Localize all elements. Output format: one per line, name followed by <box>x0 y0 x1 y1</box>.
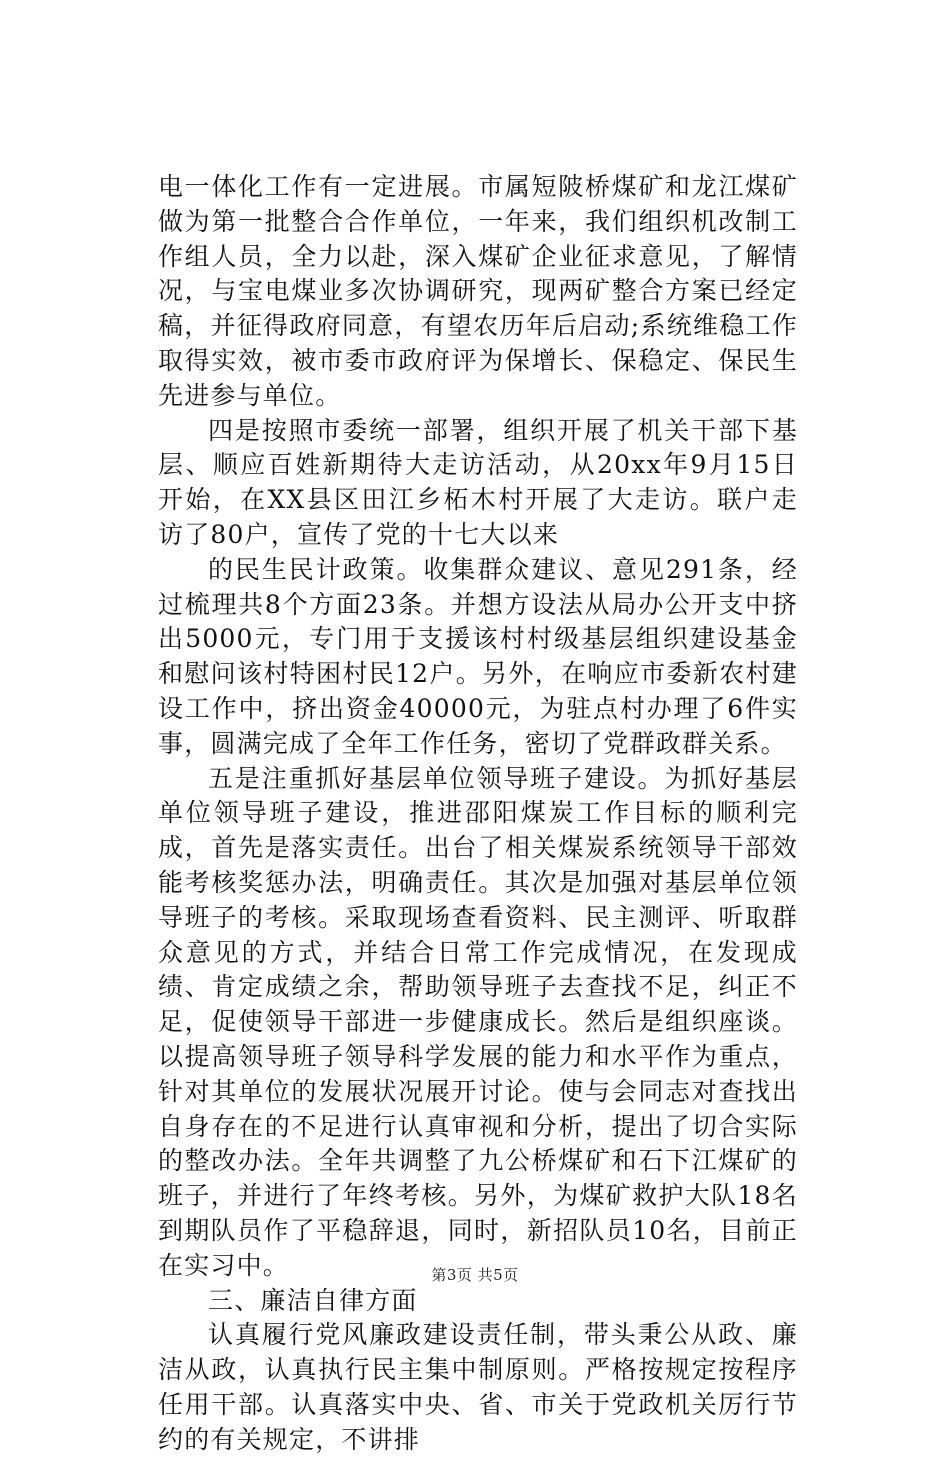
section-heading: 三、廉洁自律方面 <box>208 1285 418 1315</box>
paragraph-3: 的民生民计政策。收集群众建议、意见291条，经过梳理共8个方面23条。并想方设法从局办公开支中挤出5000元，专门用于支援该村村级基层组织建设基金和慰问该村特困村民12户。另外，在响应市委新农村建设工作中，挤出资金40000元，为驻点村办理了6件实事，圆满完成了全年工作任务，密切了党群政群关系。 <box>158 554 798 758</box>
page-footer: 第3页 共5页 <box>431 1266 519 1284</box>
paragraph-1: 电一体化工作有一定进展。市属短陂桥煤矿和龙江煤矿做为第一批整合合作单位，一年来，我们组织机改制工作组人员，全力以赴，深入煤矿企业征求意见，了解情况，与宝电煤业多次协调研究，现两矿整合方案已经定稿，并征得政府同意，有望农历年后启动;系统维稳工作取得实效，被市委市政府评为保增长、保稳定、保民生先进参与单位。 <box>158 172 798 410</box>
paragraph-4: 五是注重抓好基层单位领导班子建设。为抓好基层单位领导班子建设，推进邵阳煤炭工作目标的顺利完成，首先是落实责任。出台了相关煤炭系统领导干部效能考核奖惩办法，明确责任。其次是加强对基层单位领导班子的考核。采取现场查看资料、民主测评、听取群众意见的方式，并结合日常工作完成情况，在发现成绩、肯定成绩之余，帮助领导班子去查找不足，纠正不足，促使领导干部进一步健康成长。然后是组织座谈。以提高领导班子领导科学发展的能力和水平作为重点，针对其单位的发展状况展开讨论。使与会同志对查找出自身存在的不足进行认真审视和分析，提出了切合实际的整改办法。全年共调整了九公桥煤矿和石下江煤矿的班子，并进行了年终考核。另外，为煤矿救护大队18名到期队员作了平稳辞退，同时，新招队员10名，目前正在实习中。 <box>158 763 798 1280</box>
paragraph-5: 认真履行党风廉政建设责任制，带头秉公从政、廉洁从政，认真执行民主集中制原则。严格按规定按程序任用干部。认真落实中央、省、市关于党政机关厉行节约的有关规定，不讲排 <box>158 1320 798 1454</box>
paragraph-2: 四是按照市委统一部署，组织开展了机关干部下基层、顺应百姓新期待大走访活动，从20xx年9月15日开始，在XX县区田江乡柘木村开展了大走访。联户走访了80户，宣传了党的十七大以来 <box>158 415 798 549</box>
